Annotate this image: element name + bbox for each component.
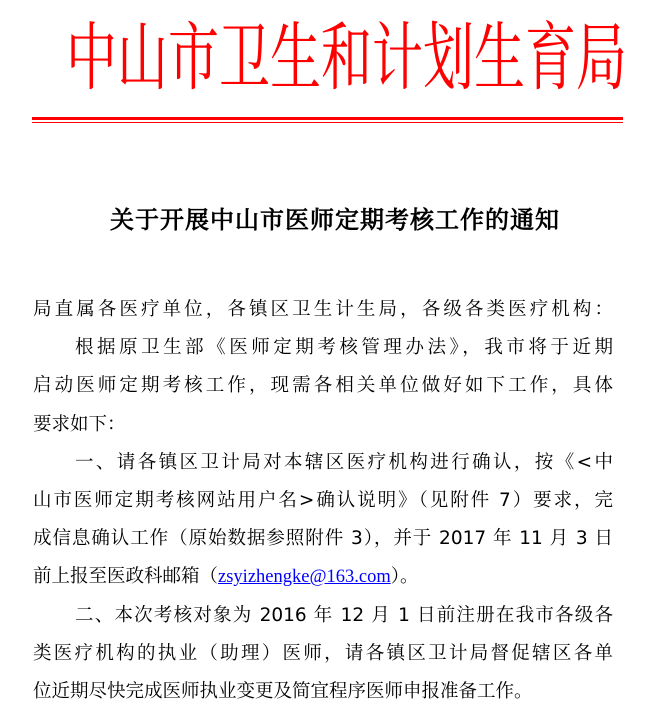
paragraph-line: 成信息确认工作（原始数据参照附件 3），并于 2017 年 11 月 3 日: [33, 528, 613, 550]
letterhead-divider-thin: [32, 122, 623, 123]
letterhead-divider-thick: [32, 117, 623, 120]
letterhead: 中山市卫生和计划生育局: [66, 16, 628, 102]
paragraph-line: 根据原卫生部《医师定期考核管理办法》，我市将于近期: [75, 337, 613, 359]
paragraph-line: [33, 561, 613, 599]
email-link[interactable]: zsyizhengke@163.com: [218, 567, 391, 588]
document-body: [33, 294, 613, 714]
paragraph-line: 位近期尽快完成医师执业变更及简宜程序医师申报准备工作。: [33, 680, 533, 702]
email-suffix: ）。: [390, 566, 419, 588]
paragraph-line: 启动医师定期考核工作，现需各相关单位做好如下工作，具体: [33, 375, 613, 397]
salutation: 局直属各医疗单位，各镇区卫生计生局，各级各类医疗机构：: [33, 299, 613, 320]
paragraph-line: 二、本次考核对象为 2016 年 12 月 1 日前注册在我市各级各: [75, 604, 613, 626]
paragraph-line: 一、请各镇区卫计局对本辖区医疗机构进行确认，按《<中: [75, 451, 613, 473]
paragraph-line: 类医疗机构的执业（助理）医师，请各镇区卫计局督促辖区各单: [33, 642, 613, 664]
paragraph-line: 山市医师定期考核网站用户名>确认说明》（见附件 7）要求，完: [33, 489, 613, 511]
paragraph-line: 要求如下：: [33, 413, 126, 435]
document-title: 关于开展中山市医师定期考核工作的通知: [110, 206, 560, 234]
email-prefix: 前上报至医政科邮箱（: [33, 566, 219, 588]
